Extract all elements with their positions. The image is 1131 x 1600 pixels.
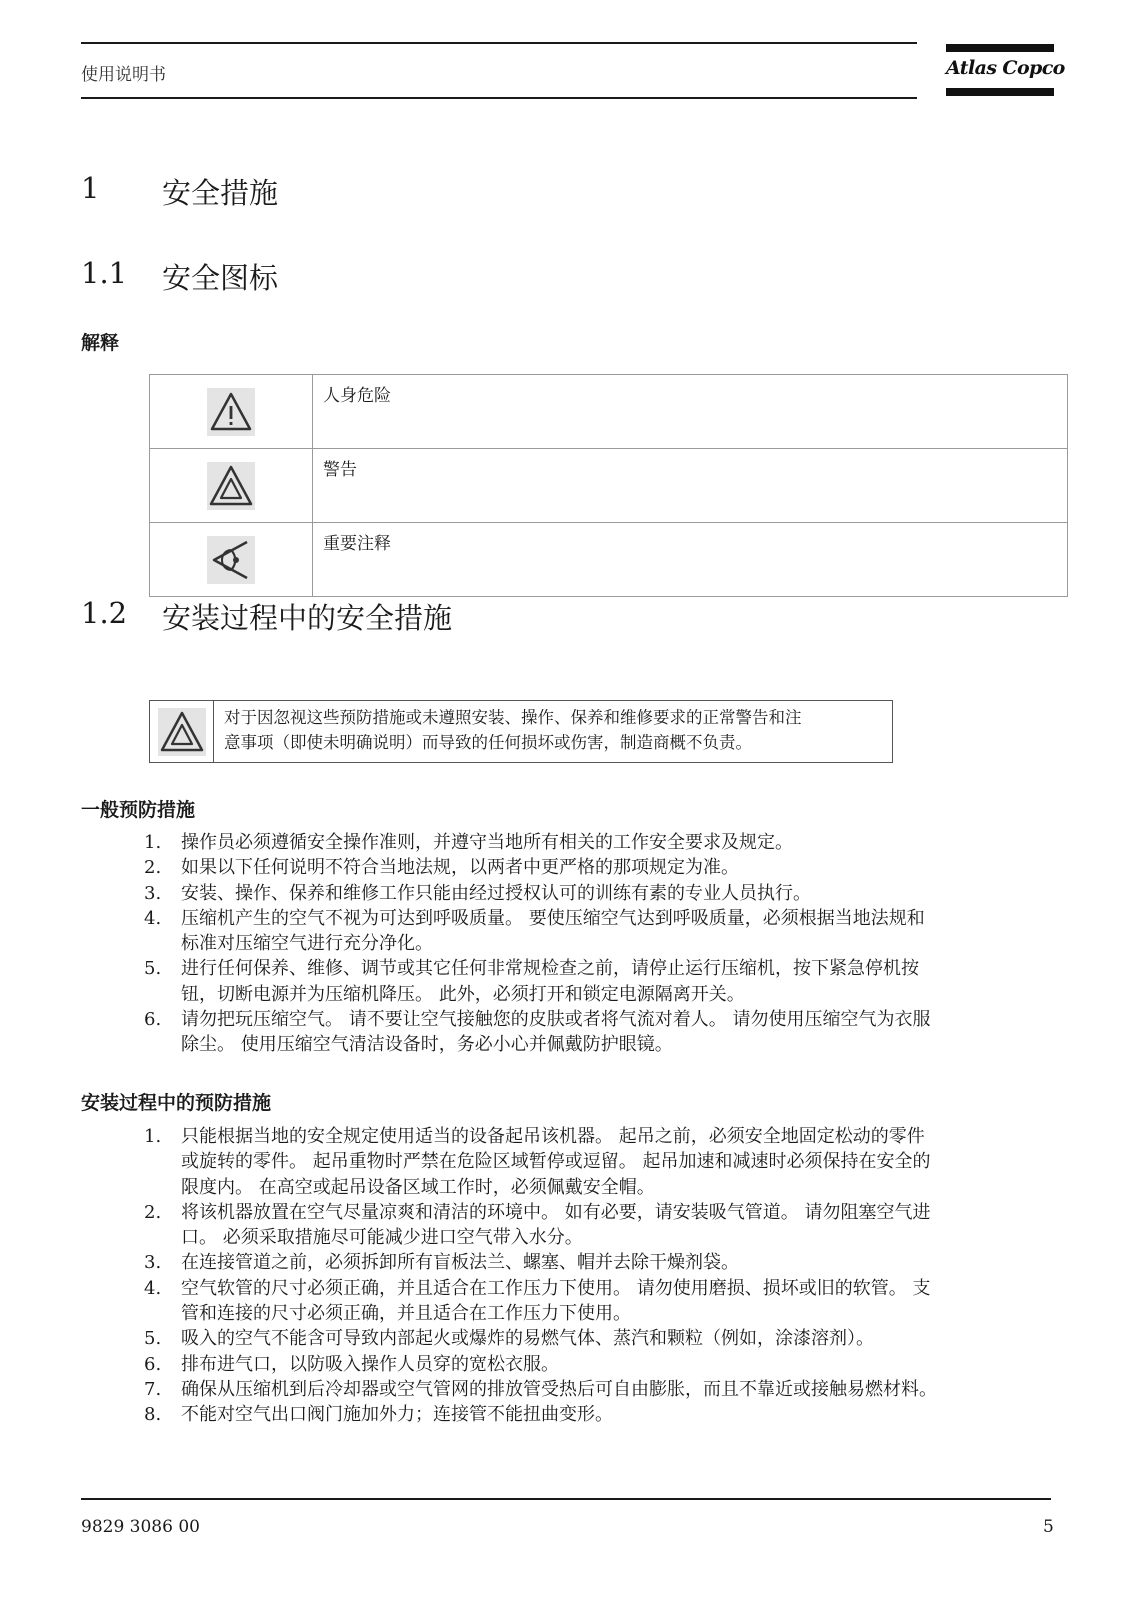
list-item: 5. 进行任何保养、维修、调节或其它任何非常规检查之前，请停止运行压缩机，按下紧急停机按 钮，切断电源并为压缩机降压。 此外，必须打开和锁定电源隔离开关。 <box>144 958 919 1005</box>
list-item: 5. 吸入的空气不能含可导致内部起火或爆炸的易燃气体、蒸汽和颗粒（例如，涂漆溶剂）。 <box>144 1328 874 1350</box>
notice-line: 意事项（即使未明确说明）而导致的任何损坏或伤害，制造商概不负责。 <box>224 733 752 752</box>
symbol-label: 警告 <box>313 449 1068 523</box>
list-item: 3. 在连接管道之前，必须拆卸所有盲板法兰、螺塞、帽并去除干燥剂袋。 <box>144 1252 739 1274</box>
list-item: 4. 压缩机产生的空气不视为可达到呼吸质量。 要使压缩空气达到呼吸质量，必须根据当地法规和 标准对压缩空气进行充分净化。 <box>144 907 925 955</box>
header-bottom-rule <box>81 97 917 99</box>
notice-text <box>224 705 886 755</box>
document-number: 9829 3086 00 <box>81 1517 200 1537</box>
symbol-label: 重要注释 <box>313 523 1068 597</box>
list-item: 4. 空气软管的尺寸必须正确，并且适合在工作压力下使用。 请勿使用磨损、损坏或旧的软管。 支 管和连接的尺寸必须正确，并且适合在工作压力下使用。 <box>144 1277 931 1325</box>
list-item: 3. 安装、操作、保养和维修工作只能由经过授权认可的训练有素的专业人员执行。 <box>144 882 811 904</box>
installation-precautions-heading: 安装过程中的预防措施 <box>81 1092 272 1114</box>
subsection-number: 1.2 <box>81 596 128 630</box>
warning-triangle-icon <box>207 462 255 510</box>
section-number: 1 <box>81 171 100 205</box>
explanation-heading: 解释 <box>81 332 120 354</box>
list-item: 7. 确保从压缩机到后冷却器或空气管网的排放管受热后可自由膨胀，而且不靠近或接触易燃材料。 <box>144 1378 937 1400</box>
page-number: 5 <box>1043 1517 1054 1537</box>
subsection-title: 安装过程中的安全措施 <box>162 601 453 635</box>
safety-symbols-table <box>149 374 1068 597</box>
symbol-label: 人身危险 <box>313 375 1068 449</box>
subsection-title: 安全图标 <box>162 261 279 295</box>
footer-rule <box>81 1498 1051 1500</box>
list-item: 6. 请勿把玩压缩空气。 请不要让空气接触您的皮肤或者将气流对着人。 请勿使用压缩空气为衣服 除尘。 使用压缩空气清洁设备时，务必小心并佩戴防护眼镜。 <box>144 1009 931 1056</box>
table-row <box>150 449 1068 523</box>
list-item: 8. 不能对空气出口阀门施加外力；连接管不能扭曲变形。 <box>144 1404 613 1426</box>
header-top-rule <box>81 42 917 44</box>
list-item: 6. 排布进气口，以防吸入操作人员穿的宽松衣服。 <box>144 1353 559 1375</box>
liability-notice <box>149 700 893 763</box>
warning-triangle-icon <box>158 708 206 756</box>
table-row <box>150 375 1068 449</box>
table-row <box>150 523 1068 597</box>
list-item: 2. 将该机器放置在空气尽量凉爽和清洁的环境中。 如有必要，请安装吸气管道。 请勿阻塞空气进 口。 必须采取措施尽可能减少进口空气带入水分。 <box>144 1201 931 1249</box>
section-title: 安全措施 <box>162 176 279 210</box>
list-item: 2. 如果以下任何说明不符合当地法规，以两者中更严格的那项规定为准。 <box>144 857 739 879</box>
brand-logo-text: Atlas Copco <box>946 57 1065 79</box>
brand-logo <box>946 44 1065 98</box>
general-precautions-heading: 一般预防措施 <box>81 799 196 821</box>
list-item: 1. 只能根据当地的安全规定使用适当的设备起吊该机器。 起吊之前，必须安全地固定松动的零件 或旋转的零件。 起吊重物时严禁在危险区域暂停或逗留。 起吊加速和减速时必须保持在安全的 限度内。 在高空或起吊设备区域工作时，必须佩戴安全帽。 <box>144 1126 931 1198</box>
general-precautions-list <box>140 830 1065 1058</box>
eye-note-icon <box>207 536 255 584</box>
list-item: 1. 操作员必须遵循安全操作准则，并遵守当地所有相关的工作安全要求及规定。 <box>144 832 793 853</box>
subsection-number: 1.1 <box>81 256 128 290</box>
installation-precautions-list <box>140 1124 1065 1428</box>
header-doc-type: 使用说明书 <box>81 65 166 85</box>
exclamation-triangle-icon <box>207 388 255 436</box>
notice-line: 对于因忽视这些预防措施或未遵照安装、操作、保养和维修要求的正常警告和注 <box>224 708 802 727</box>
